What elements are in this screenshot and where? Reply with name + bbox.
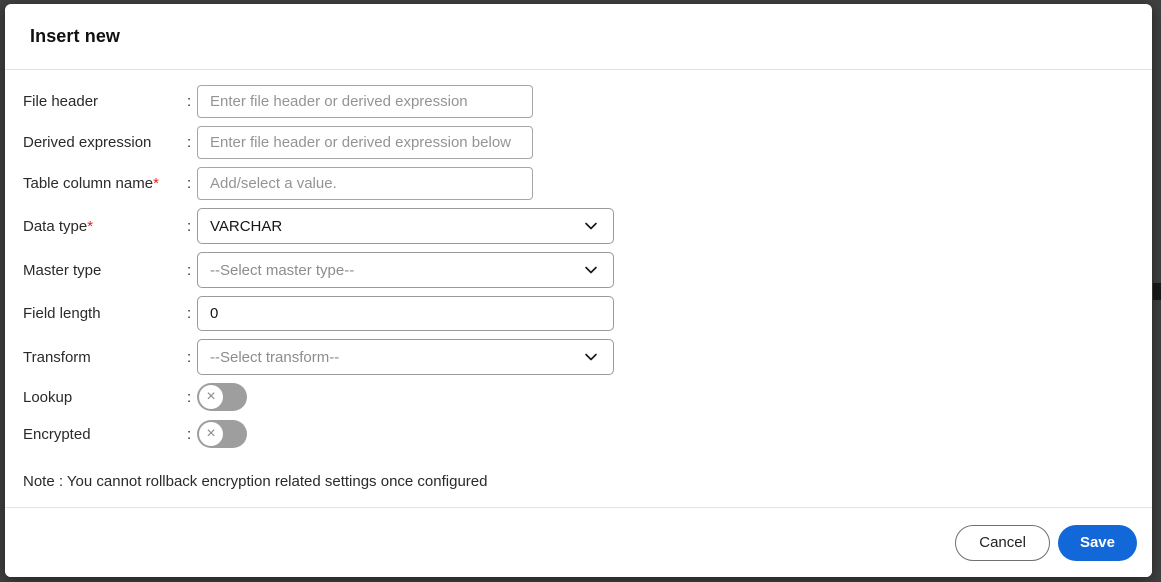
colon-separator: : — [187, 261, 192, 279]
toggle-off-x-icon: × — [199, 385, 223, 409]
form-row-table-column-name — [23, 167, 1132, 200]
form-row-lookup — [23, 383, 1132, 411]
form-row-encrypted — [23, 420, 1132, 448]
dialog-body — [5, 70, 1152, 490]
colon-separator: : — [187, 134, 192, 151]
form-row-file-header — [23, 85, 1132, 118]
data-type-select[interactable] — [197, 208, 614, 244]
file-header-input[interactable] — [197, 85, 533, 118]
insert-new-dialog — [5, 4, 1152, 577]
master-type-selected-value: --Select master type-- — [210, 261, 355, 279]
encryption-note: Note : You cannot rollback encryption related settings once configured — [23, 473, 488, 490]
table-column-name-input[interactable] — [197, 167, 533, 200]
form-row-transform — [23, 339, 1132, 375]
lookup-label: Lookup — [23, 388, 73, 406]
transform-selected-value: --Select transform-- — [210, 348, 340, 366]
colon-separator: : — [187, 425, 192, 443]
transform-select[interactable] — [197, 339, 614, 375]
data-type-label-text: Data type — [23, 217, 88, 235]
master-type-select[interactable] — [197, 252, 614, 288]
colon-separator: : — [187, 175, 192, 192]
dialog-title: Insert new — [30, 26, 121, 46]
colon-separator: : — [187, 93, 192, 110]
field-length-input[interactable] — [197, 296, 614, 331]
dialog-footer — [5, 507, 1152, 577]
dialog-header — [5, 4, 1152, 70]
data-type-label — [23, 218, 187, 235]
colon-separator: : — [187, 348, 192, 366]
encrypted-label: Encrypted — [23, 425, 91, 443]
form-row-field-length — [23, 296, 1132, 331]
form-row-data-type — [23, 208, 1132, 244]
chevron-down-icon — [583, 349, 599, 365]
required-asterisk: * — [87, 217, 94, 235]
lookup-toggle[interactable] — [197, 383, 247, 411]
derived-expression-input[interactable] — [197, 126, 533, 159]
field-length-label: Field length — [23, 305, 101, 322]
form-row-derived-expression — [23, 126, 1132, 159]
file-header-label: File header — [23, 93, 99, 110]
save-button[interactable]: Save — [1058, 525, 1137, 561]
colon-separator: : — [187, 388, 192, 406]
form-row-master-type — [23, 252, 1132, 288]
backdrop-page-fragment — [1153, 283, 1161, 300]
toggle-off-x-icon: × — [199, 422, 223, 446]
chevron-down-icon — [583, 218, 599, 234]
colon-separator: : — [187, 217, 192, 235]
transform-label: Transform — [23, 348, 91, 366]
required-asterisk: * — [153, 175, 159, 192]
table-column-name-label-text: Table column name — [23, 175, 154, 192]
data-type-selected-value: VARCHAR — [210, 217, 283, 235]
derived-expression-label: Derived expression — [23, 134, 152, 151]
table-column-name-label — [23, 175, 187, 192]
master-type-label: Master type — [23, 261, 102, 279]
chevron-down-icon — [583, 262, 599, 278]
colon-separator: : — [187, 305, 192, 322]
encrypted-toggle[interactable] — [197, 420, 247, 448]
cancel-button[interactable]: Cancel — [955, 525, 1050, 561]
